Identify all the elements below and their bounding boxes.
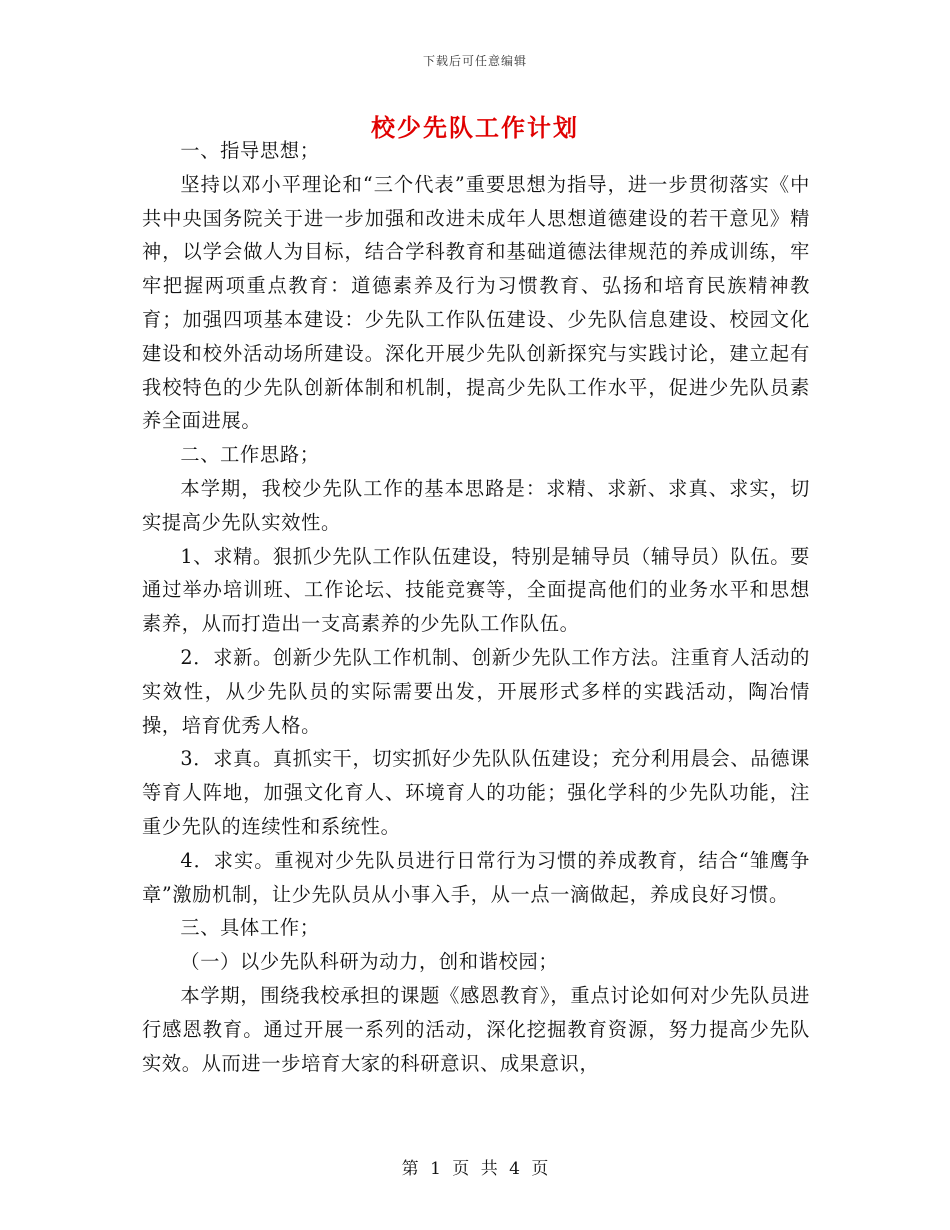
section-heading-work-approach: 二、工作思路； [180, 443, 320, 467]
paragraph: 本学期，围绕我校承担的课题《感恩教育》，重点讨论如何对少先队员进行感恩教育。通过开展一系列的活动，深化挖掘教育资源，努力提高少先队实效。从而进一步培育大家的科研意识、成果意识， [142, 983, 810, 1075]
paragraph: 3．求真。真抓实干，切实抓好少先队队伍建设；充分利用晨会、品德课等育人阵地，加强文化育人、环境育人的功能；强化学科的少先队功能，注重少先队的连续性和系统性。 [142, 747, 810, 838]
document-title: 校少先队工作计划 [371, 113, 579, 142]
document-body [142, 134, 810, 1080]
paragraph: 4．求实。重视对少先队员进行日常行为习惯的养成教育，结合“雏鹰争章”激励机制，让少先队员从小事入手，从一点一滴做起，养成良好习惯。 [142, 848, 810, 906]
paragraph: 坚持以邓小平理论和“三个代表”重要思想为指导，进一步贯彻落实《中共中央国务院关于进一步加强和改进未成年人思想道德建设的若干意见》精神，以学会做人为目标，结合学科教育和基础道德法律规范的养成训练，牢牢把握两项重点教育：道德素养及行为习惯教育、弘扬和培育民族精神教育；加强四项基本建设：少先队工作队伍建设、少先队信息建设、校园文化建设和校外活动场所建设。深化开展少先队创新探究与实践讨论，建立起有我校特色的少先队创新体制和机制，提高少先队工作水平，促进少先队员素养全面进展。 [142, 172, 810, 433]
subsection-heading: （一）以少先队科研为动力，创和谐校园； [180, 950, 559, 974]
paragraph: 2．求新。创新少先队工作机制、创新少先队工作方法。注重育人活动的实效性，从少先队员的实际需要出发，开展形式多样的实践活动，陶冶情操，培育优秀人格。 [142, 645, 810, 737]
paragraph: 本学期，我校少先队工作的基本思路是：求精、求新、求真、求实，切实提高少先队实效性。 [142, 476, 810, 534]
header-note: 下载后可任意编辑 [422, 54, 527, 68]
page-indicator: 第 1 页 共 4 页 [401, 1159, 549, 1179]
paragraph: 1、求精。狠抓少先队工作队伍建设，特别是辅导员（辅导员）队伍。要通过举办培训班、工作论坛、技能竞赛等，全面提高他们的业务水平和思想素养，从而打造出一支高素养的少先队工作队伍。 [142, 544, 810, 636]
section-heading-guiding-thought: 一、指导思想； [180, 139, 320, 162]
section-heading-specific-work: 三、具体工作； [180, 916, 320, 940]
